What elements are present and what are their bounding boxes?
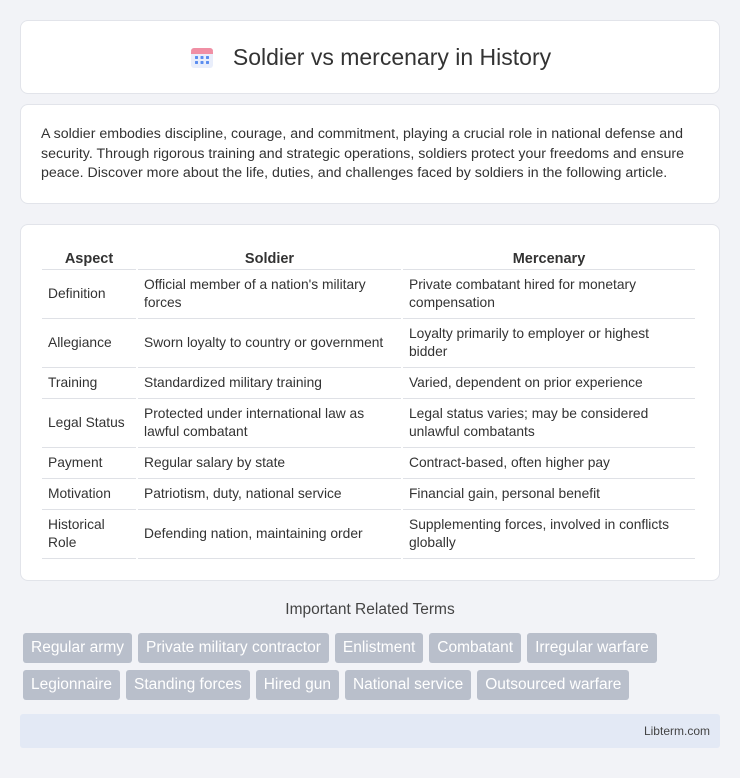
tag-regular-army[interactable]: Regular army (23, 633, 132, 663)
header-aspect: Aspect (42, 245, 136, 270)
intro-card (20, 104, 720, 204)
tag-row (23, 670, 723, 700)
related-terms-title: Important Related Terms (285, 601, 455, 618)
header-soldier: Soldier (138, 245, 401, 270)
table-row (42, 510, 695, 559)
cell-aspect: Motivation (42, 479, 136, 510)
footer (20, 714, 720, 748)
cell-aspect: Allegiance (42, 319, 136, 368)
table-row (42, 319, 695, 368)
page-title: Soldier vs mercenary in History (232, 43, 552, 70)
cell-mercenary: Financial gain, personal benefit (403, 479, 695, 510)
table-row (42, 448, 695, 479)
cell-mercenary: Supplementing forces, involved in conflicts globally (403, 510, 695, 559)
tag-standing-forces[interactable]: Standing forces (126, 670, 250, 700)
cell-aspect: Payment (42, 448, 136, 479)
cell-soldier: Sworn loyalty to country or government (138, 319, 401, 368)
related-terms-tags (23, 633, 723, 707)
header-mercenary: Mercenary (403, 245, 695, 270)
table-row (42, 399, 695, 448)
cell-mercenary: Private combatant hired for monetary compensation (403, 270, 695, 319)
table-row (42, 368, 695, 399)
tag-irregular-warfare[interactable]: Irregular warfare (527, 633, 657, 663)
cell-soldier: Protected under international law as lawful combatant (138, 399, 401, 448)
cell-soldier: Standardized military training (138, 368, 401, 399)
intro-text: A soldier embodies discipline, courage, and commitment, playing a crucial role in national defense and security. Through rigorous training and strategic operations, soldiers protect your freedoms and ensure peace. Discover more about the life, duties, and challenges faced by soldiers in the following article. (41, 126, 684, 181)
tag-combatant[interactable]: Combatant (429, 633, 521, 663)
cell-soldier: Official member of a nation's military forces (138, 270, 401, 319)
tag-national-service[interactable]: National service (345, 670, 471, 700)
cell-aspect: Historical Role (42, 510, 136, 559)
cell-aspect: Training (42, 368, 136, 399)
cell-mercenary: Contract-based, often higher pay (403, 448, 695, 479)
tag-legionnaire[interactable]: Legionnaire (23, 670, 120, 700)
tag-outsourced-warfare[interactable]: Outsourced warfare (477, 670, 629, 700)
title-wrap (189, 44, 551, 71)
tag-enlistment[interactable]: Enlistment (335, 633, 423, 663)
tag-hired-gun[interactable]: Hired gun (256, 670, 339, 700)
comparison-table-card (20, 224, 720, 581)
cell-mercenary: Legal status varies; may be considered unlawful combatants (403, 399, 695, 448)
cell-aspect: Legal Status (42, 399, 136, 448)
tag-row (23, 633, 723, 663)
footer-site-link[interactable]: Libterm.com (643, 724, 710, 738)
cell-soldier: Regular salary by state (138, 448, 401, 479)
cell-mercenary: Varied, dependent on prior experience (403, 368, 695, 399)
tag-private-military-contractor[interactable]: Private military contractor (138, 633, 329, 663)
table-row (42, 270, 695, 319)
table-row (42, 479, 695, 510)
header-card (20, 20, 720, 94)
cell-aspect: Definition (42, 270, 136, 319)
cell-soldier: Patriotism, duty, national service (138, 479, 401, 510)
table-header-row (42, 245, 695, 270)
cell-mercenary: Loyalty primarily to employer or highest bidder (403, 319, 695, 368)
comparison-table (40, 245, 697, 559)
cell-soldier: Defending nation, maintaining order (138, 510, 401, 559)
calendar-icon (189, 44, 215, 70)
